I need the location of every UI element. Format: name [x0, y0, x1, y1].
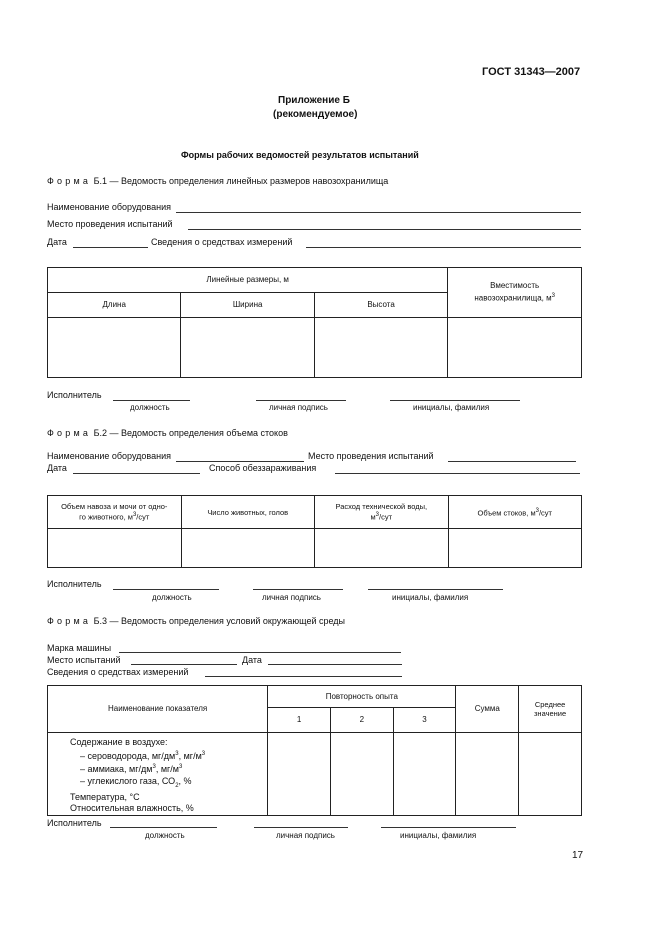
form3-co2-a: – углекислого газа, СО	[80, 775, 176, 786]
form2-cell-effluent[interactable]	[448, 529, 581, 568]
form2-col3-a: Расход технической воды,	[335, 502, 428, 512]
form1-capacity-b: навозохранилища, м	[474, 293, 552, 303]
form1-cell-height[interactable]	[314, 318, 447, 378]
form2-cell-animals[interactable]	[181, 529, 315, 568]
form3-nh3-b: , мг/м	[155, 764, 179, 774]
form2-col4-sup: 3	[535, 507, 539, 514]
form3-date-line[interactable]	[268, 664, 402, 665]
form1-col-height: Высота	[314, 293, 447, 318]
form2-cell-manure[interactable]	[48, 529, 182, 568]
form1-signature-caption: личная подпись	[269, 403, 328, 412]
form1-group-header: Линейные размеры, м	[48, 268, 448, 293]
form3-h2s-sup2: 3	[201, 750, 206, 757]
form2-equipment-label: Наименование оборудования	[47, 451, 171, 461]
form2-col4-c: /сут	[538, 508, 552, 518]
form3-place-line[interactable]	[131, 664, 237, 665]
form3-nh3-a: – аммиака, мг/дм	[80, 764, 153, 774]
form3-h2s-sup1: 3	[175, 750, 179, 757]
form2-col-animals: Число животных, голов	[181, 496, 315, 529]
form3-initials-line[interactable]	[381, 827, 516, 828]
form3-co2-sub: 2	[175, 782, 179, 789]
form1-initials-line[interactable]	[390, 400, 520, 401]
form1-position-caption: должность	[130, 403, 170, 412]
form2-col4-a: Объем стоков, м	[477, 508, 536, 518]
form3-label	[47, 616, 345, 627]
main-title: Формы рабочих ведомостей результатов испытаний	[181, 150, 419, 160]
form3-temp: Температура, °С	[70, 791, 140, 802]
form2-col3-b: м	[370, 512, 376, 522]
form2-signature-caption: личная подпись	[262, 593, 321, 602]
form3-initials-caption: инициалы, фамилия	[400, 831, 477, 840]
form1-executor-label: Исполнитель	[47, 390, 102, 400]
form2-table	[47, 495, 582, 568]
form3-co2-b: , %	[178, 775, 192, 786]
form3-co2-row	[70, 776, 267, 792]
form3-place-label: Место испытаний	[47, 655, 121, 665]
form1-date-line[interactable]	[73, 247, 148, 248]
form2-place-line[interactable]	[448, 461, 576, 462]
form2-position-line[interactable]	[113, 589, 219, 590]
form3-avg-b: значение	[533, 709, 567, 718]
form3-label-spaced: Форма	[47, 616, 92, 626]
form1-capacity-header	[448, 268, 582, 318]
form3-h2s-a: – сероводорода, мг/дм	[80, 750, 176, 761]
form2-col3-c: /сут	[379, 512, 393, 522]
form3-cell-sum[interactable]	[456, 733, 519, 816]
form2-initials-line[interactable]	[368, 589, 503, 590]
form3-signature-line[interactable]	[254, 827, 348, 828]
form3-machine-label: Марка машины	[47, 643, 112, 653]
form1-initials-caption: инициалы, фамилия	[413, 403, 490, 412]
form3-col-average	[519, 686, 582, 733]
form3-nh3-sup1: 3	[152, 764, 156, 770]
form1-label	[47, 176, 388, 187]
form2-label-rest: Б.2 — Ведомость определения объема стоков	[93, 428, 288, 438]
form1-measure-label: Сведения о средствах измерений	[151, 237, 293, 247]
form1-cell-length[interactable]	[48, 318, 181, 378]
form3-measure-line[interactable]	[205, 676, 402, 677]
form3-label-rest: Б.3 — Ведомость определения условий окружающей среды	[93, 616, 346, 626]
form3-executor-label: Исполнитель	[47, 818, 102, 828]
form1-date-label: Дата	[47, 237, 67, 247]
form3-repeat-2: 2	[330, 708, 393, 733]
page-number: 17	[572, 850, 584, 861]
form3-cell-r1[interactable]	[268, 733, 331, 816]
form1-place-line[interactable]	[188, 229, 581, 230]
form3-h2s-b: , мг/м	[178, 750, 202, 761]
form3-signature-caption: личная подпись	[276, 831, 335, 840]
form3-cell-avg[interactable]	[519, 733, 582, 816]
form2-date-line[interactable]	[73, 473, 200, 474]
appendix-title: Приложение Б	[278, 95, 350, 106]
form1-cell-capacity[interactable]	[448, 318, 582, 378]
form3-repeat-3: 3	[393, 708, 456, 733]
form2-col-manure	[48, 496, 182, 529]
form3-col-indicator: Наименование показателя	[48, 686, 268, 733]
form1-equipment-label: Наименование оборудования	[47, 202, 171, 212]
form3-position-line[interactable]	[110, 827, 217, 828]
form3-cell-r3[interactable]	[393, 733, 456, 816]
form1-table	[47, 267, 582, 378]
form1-signature-line[interactable]	[256, 400, 346, 401]
form1-position-line[interactable]	[113, 400, 190, 401]
form2-col1-c: /сут	[136, 512, 150, 522]
form2-cell-water[interactable]	[315, 529, 449, 568]
form3-indicator-list	[48, 733, 268, 816]
form3-position-caption: должность	[145, 831, 185, 840]
form3-h2s-row	[70, 749, 267, 763]
form2-col3-sup: 3	[375, 512, 379, 519]
form3-table	[47, 685, 582, 816]
form2-col-water	[315, 496, 449, 529]
form1-col-width: Ширина	[181, 293, 314, 318]
form2-equipment-line[interactable]	[176, 461, 304, 462]
form2-label-spaced: Форма	[47, 428, 92, 438]
form1-place-label: Место проведения испытаний	[47, 219, 173, 229]
form2-signature-line[interactable]	[253, 589, 343, 590]
form2-executor-label: Исполнитель	[47, 579, 102, 589]
form1-cell-width[interactable]	[181, 318, 314, 378]
appendix-subtitle: (рекомендуемое)	[273, 109, 358, 120]
form2-col1-sup: 3	[132, 512, 137, 519]
form2-disinfection-line[interactable]	[335, 473, 580, 474]
form1-capacity-sup: 3	[551, 293, 555, 300]
form2-position-caption: должность	[152, 593, 192, 602]
form2-col1-a: Объем навоза и мочи от одно-	[61, 502, 168, 512]
form1-label-rest: Б.1 — Ведомость определения линейных размеров навозохранилища	[93, 176, 389, 186]
form2-initials-caption: инициалы, фамилия	[392, 593, 469, 602]
standard-code: ГОСТ 31343—2007	[482, 66, 581, 78]
form3-nh3-row	[70, 762, 267, 776]
form2-place-label: Место проведения испытаний	[308, 451, 434, 461]
form3-humidity: Относительная влажность, %	[70, 803, 194, 814]
form3-repeat-1: 1	[268, 708, 331, 733]
form2-label	[47, 428, 288, 439]
form1-capacity-a: Вместимость	[490, 281, 540, 291]
form3-avg-a: Среднее	[534, 700, 566, 709]
form2-date-label: Дата	[47, 463, 67, 473]
form3-content-title: Содержание в воздухе:	[70, 737, 168, 747]
form3-cell-r2[interactable]	[330, 733, 393, 816]
form3-col-repeat: Повторность опыта	[268, 686, 456, 708]
form3-machine-line[interactable]	[119, 652, 401, 653]
form1-col-length: Длина	[48, 293, 181, 318]
form3-date-label: Дата	[242, 655, 262, 665]
form3-measure-label: Сведения о средствах измерений	[47, 667, 189, 677]
form2-disinfection-label: Способ обеззараживания	[209, 463, 317, 473]
form2-col1-b: го животного, м	[79, 512, 133, 522]
form3-nh3-sup2: 3	[179, 764, 183, 770]
form3-col-sum: Сумма	[456, 686, 519, 733]
form1-measure-line[interactable]	[306, 247, 581, 248]
form1-equipment-line[interactable]	[176, 212, 581, 213]
form2-col-effluent	[448, 496, 581, 529]
form1-label-spaced: Форма	[47, 176, 92, 186]
